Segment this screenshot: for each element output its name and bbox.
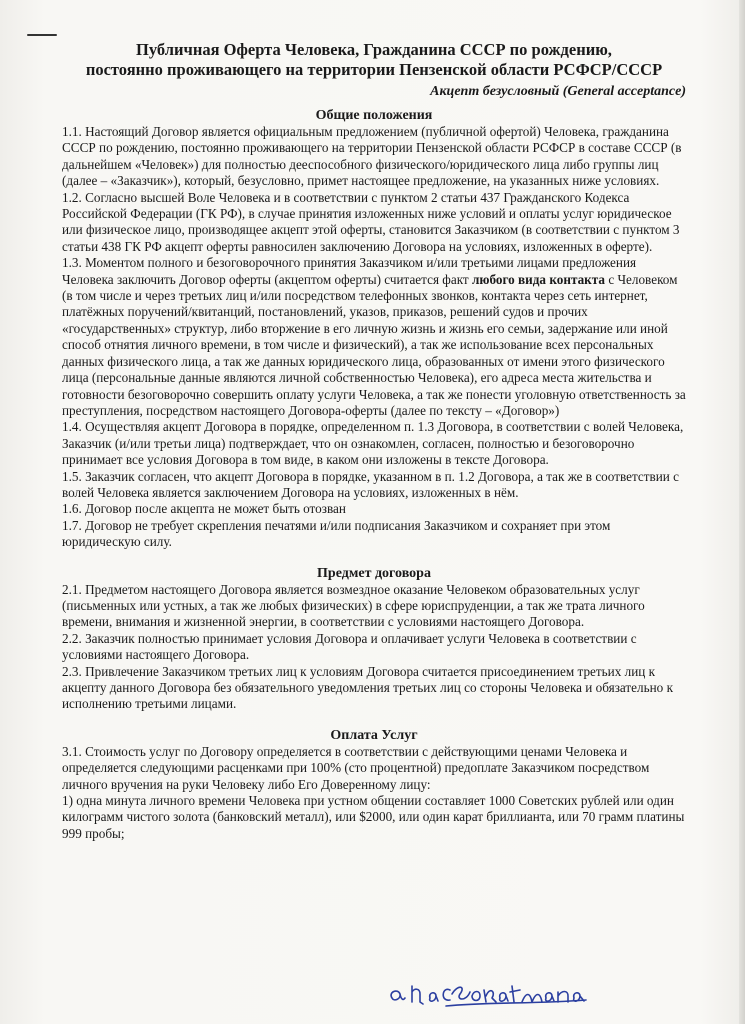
clause-1-7: 1.7. Договор не требует скрепления печатями и/или подписания Заказчиком и сохраняет при этом юридическую силу. (62, 517, 611, 550)
clause-1-4: 1.4. Осуществляя акцепт Договора в порядке, определенном п. 1.3 Договора, в соответствии с волей Человека, Заказчик (и/или третьи лица) подтверждает, что он ознакомлен, согласен, полностью и безоговорочно принимает все условия Договора в том виде, в каком они изложены в тексте Договора. (62, 419, 684, 468)
clause-1-3-emphasis: любого вида контакта (472, 271, 606, 287)
section-gap (62, 551, 686, 563)
section-title-payment: Оплата Услуг (330, 727, 418, 743)
clause-1-6: 1.6. Договор после акцепта не может быть отозван (62, 501, 346, 517)
clause-1-2: 1.2. Согласно высшей Воле Человека и в соответствии с пунктом 2 статьи 437 Гражданского Кодекса Российской Федерации (ГК РФ), в случае принятия изложенных ниже условий и оплаты услуг юридическое или физическое лицо, производящее акцепт этой оферты, становится Заказчиком (в соответствии с пунктом 3 статьи 438 ГК РФ акцепт оферты равносилен заключению Договора на условиях, изложенных в оферте). (62, 189, 680, 254)
clause-3-1-item-1: 1) одна минута личного времени Человека при устном общении составляет 1000 Советских рублей или один килограмм чистого золота (банковский металл), или $2000, или один карат бриллианта, или 70 грамм платины 999 пробы; (62, 793, 685, 841)
clause-1-3-part-a: 1.3. Моментом полного и безоговорочного принятия Заказчиком и/или третьими лицами предложения Человека заключить Договор оферты (акцептом оферты) считается факт (62, 255, 637, 287)
page-edge-shadow (739, 0, 745, 1024)
clause-2-3: 2.3. Привлечение Заказчиком третьих лиц к условиям Договора считается присоединением третьих лиц к акцепту данного Договора без обязательного уведомления третьих лиц со стороны Человека и обязательно к исполнению третьими лицами. (62, 663, 673, 712)
clause-1-1: 1.1. Настоящий Договор является официальным предложением (публичной офертой) Человека, гражданина СССР по рождению, постоянно проживающего на территории Пензенской области РСФСР в составе СССР (в дальнейшем «Человек») для полностью дееспособного физического/юридического лица либо группы лиц (далее – «Заказчик»), который, безусловно, примет настоящее предложение, на указанных ниже условиях. (62, 124, 682, 189)
section-title-subject: Предмет договора (317, 565, 431, 581)
clause-2-1: 2.1. Предметом настоящего Договора является возмездное оказание Человеком образовательных услуг (письменных или устных, а так же любых физических) в сфере юриспруденции, а так же трата личного времени, внимания и жизненной энергии, в соответствии с условиями настоящего Договора. (62, 581, 645, 630)
clause-2-2: 2.2. Заказчик полностью принимает условия Договора и оплачивает услуги Человека в соответствии с условиями настоящего Договора. (62, 630, 637, 663)
section-gap (62, 713, 686, 725)
pen-mark (27, 34, 57, 36)
clause-3-1: 3.1. Стоимость услуг по Договору определяется в соответствии с действующими ценами Человека и определяется следующими расценками при 100% (сто процентной) предоплате Заказчиком посредством личного вручения на руки Человеку либо Его Доверенному лицу: (62, 743, 650, 792)
section-title-general: Общие положения (315, 108, 433, 123)
clause-1-5: 1.5. Заказчик согласен, что акцепт Договора в порядке, указанном в п. 1.2 Договора, а так же в соответствии с волей Человека является заключением Договора на условиях, изложенных в нём. (62, 468, 679, 500)
acceptance-note: Акцепт безусловный (General acceptance) (430, 84, 686, 99)
document-body (62, 40, 686, 842)
document-title-line2: постоянно проживающего на территории Пензенской области РСФСР/СССР (85, 60, 663, 79)
clause-1-3-part-b: с Человеком (в том числе и через третьих лиц и/или посредством телефонных звонков, контакта через сеть интернет, платёжных поручений/квитанций, постановлений, указов, приказов, решений судов и прочих «государственных» структур, либо вторжение в его личную жизнь и жизнь его семьи, задержание или иной способ отнятия личного времени, в том числе и физический), а так же использование всех персональных данных физического лица, а так же данных юридического лица, образованных от имени этого физического лица (персональные данные являются личной собственностью Человека), его адреса места жительства и готовности безоговорочно совершить оплату услуги Человека, а так же понести уголовную ответственность за преступления, посредством настоящего Договора-оферты (далее по тексту – «Договор») (62, 271, 686, 418)
clause-1-3 (62, 255, 686, 419)
handwritten-signature (386, 972, 616, 1012)
document-title-line1: Публичная Оферта Человека, Гражданина СССР по рождению, (136, 40, 612, 59)
